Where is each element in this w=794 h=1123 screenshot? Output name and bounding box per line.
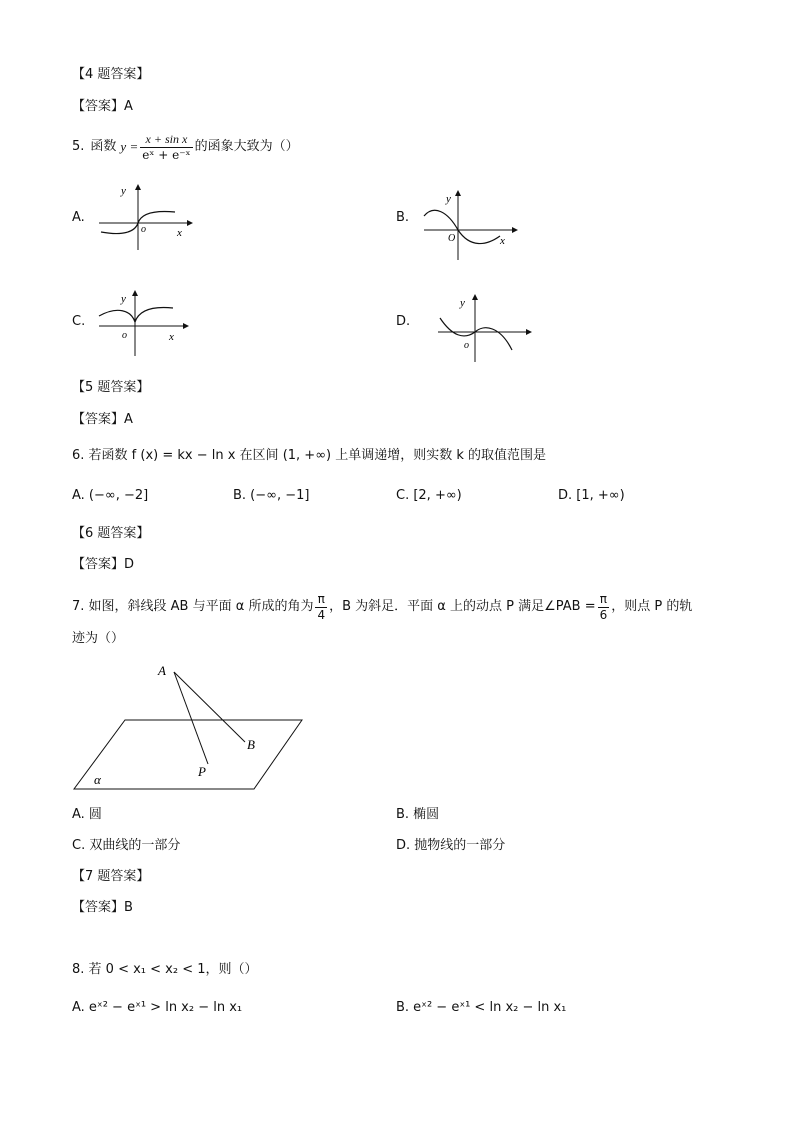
x-axis-arrow	[526, 329, 532, 335]
question-7-part-1: 7. 如图，斜线段 AB 与平面 α 所成的角为	[72, 599, 314, 614]
q6-option-c: C. [2, +∞)	[396, 488, 462, 503]
question-5	[72, 129, 299, 165]
q5-option-b-graph	[420, 186, 520, 264]
q8-option-a: A. eˣ² − eˣ¹ > ln x₂ − ln x₁	[72, 1000, 243, 1015]
curve	[99, 308, 173, 322]
q5-option-c-label: C.	[72, 314, 86, 329]
x-axis-arrow	[512, 227, 518, 233]
answer-6-value: 【答案】D	[72, 557, 135, 572]
segment-ab	[174, 672, 245, 742]
q5-option-c-graph	[95, 288, 195, 358]
q5-option-d-label: D.	[396, 314, 411, 329]
question-5-prefix: 函数	[90, 139, 117, 154]
origin-label: o	[141, 224, 146, 235]
segment-ap	[174, 672, 208, 764]
answer-5-heading: 【5 题答案】	[72, 380, 150, 395]
x-label: x	[500, 235, 505, 247]
question-5-suffix: 的函象大致为（）	[194, 139, 299, 154]
question-6: 6. 若函数 f (x) = kx − ln x 在区间 (1, +∞) 上单调递增，则实数 k 的取值范围是	[72, 448, 547, 463]
answer-6-heading: 【6 题答案】	[72, 526, 150, 541]
q7-plane-figure	[70, 660, 310, 795]
y-label: y	[460, 297, 465, 309]
question-7-angle-fraction	[315, 592, 327, 623]
question-7-part-3: ，则点 P 的轨	[611, 599, 693, 614]
point-p-label: P	[198, 764, 206, 779]
plane-alpha	[74, 720, 302, 789]
y-axis-arrow	[135, 184, 141, 190]
question-5-y: y =	[120, 139, 139, 154]
q8-option-b: B. eˣ² − eˣ¹ < ln x₂ − ln x₁	[396, 1000, 567, 1015]
question-5-number: 5.	[72, 139, 85, 154]
y-label: y	[121, 293, 126, 305]
question-7-line-2: 迹为（）	[72, 631, 125, 646]
fraction-denominator: 6	[599, 607, 608, 622]
curve	[424, 210, 500, 243]
q7-option-d: D. 抛物线的一部分	[396, 838, 506, 853]
question-5-numerator: x + sin x	[140, 132, 192, 148]
origin-label: o	[122, 330, 127, 341]
question-7-pab-fraction	[598, 592, 610, 623]
y-label: y	[121, 185, 126, 197]
q5-option-d-graph	[434, 292, 534, 364]
q5-option-b-label: B.	[396, 210, 410, 225]
answer-7-value: 【答案】B	[72, 900, 133, 915]
question-5-denominator: eˣ + e⁻ˣ	[142, 147, 191, 162]
point-a-label: A	[158, 663, 166, 678]
q7-option-a: A. 圆	[72, 807, 102, 822]
answer-5-value: 【答案】A	[72, 412, 133, 427]
origin-label: o	[464, 340, 469, 351]
question-5-fraction	[140, 132, 192, 163]
curve	[440, 318, 512, 350]
y-label: y	[446, 193, 451, 205]
y-axis-arrow	[455, 190, 461, 196]
question-7-part-2: ，B 为斜足．平面 α 上的动点 P 满足∠PAB =	[329, 599, 596, 614]
origin-label: O	[448, 233, 456, 244]
q5-option-a-label: A.	[72, 210, 85, 225]
fraction-numerator: π	[598, 592, 610, 608]
x-label: x	[169, 331, 174, 343]
point-b-label: B	[247, 737, 255, 752]
answer-4-value: 【答案】A	[72, 99, 133, 114]
answer-7-heading: 【7 题答案】	[72, 869, 150, 884]
q7-option-b: B. 椭圆	[396, 807, 440, 822]
fraction-numerator: π	[315, 592, 327, 608]
question-8: 8. 若 0 < x₁ < x₂ < 1，则（）	[72, 962, 258, 977]
alpha-label: α	[94, 772, 101, 787]
y-axis-arrow	[472, 294, 478, 300]
x-label: x	[177, 227, 182, 239]
fraction-denominator: 4	[317, 607, 326, 622]
q6-option-b: B. (−∞, −1]	[233, 488, 310, 503]
question-7	[72, 588, 692, 626]
q7-option-c: C. 双曲线的一部分	[72, 838, 181, 853]
q5-option-a-graph	[95, 180, 195, 255]
y-axis-arrow	[132, 290, 138, 296]
q6-option-d: D. [1, +∞)	[558, 488, 625, 503]
x-axis-arrow	[187, 220, 193, 226]
x-axis-arrow	[183, 323, 189, 329]
answer-4-heading: 【4 题答案】	[72, 67, 150, 82]
q6-option-a: A. (−∞, −2]	[72, 488, 149, 503]
